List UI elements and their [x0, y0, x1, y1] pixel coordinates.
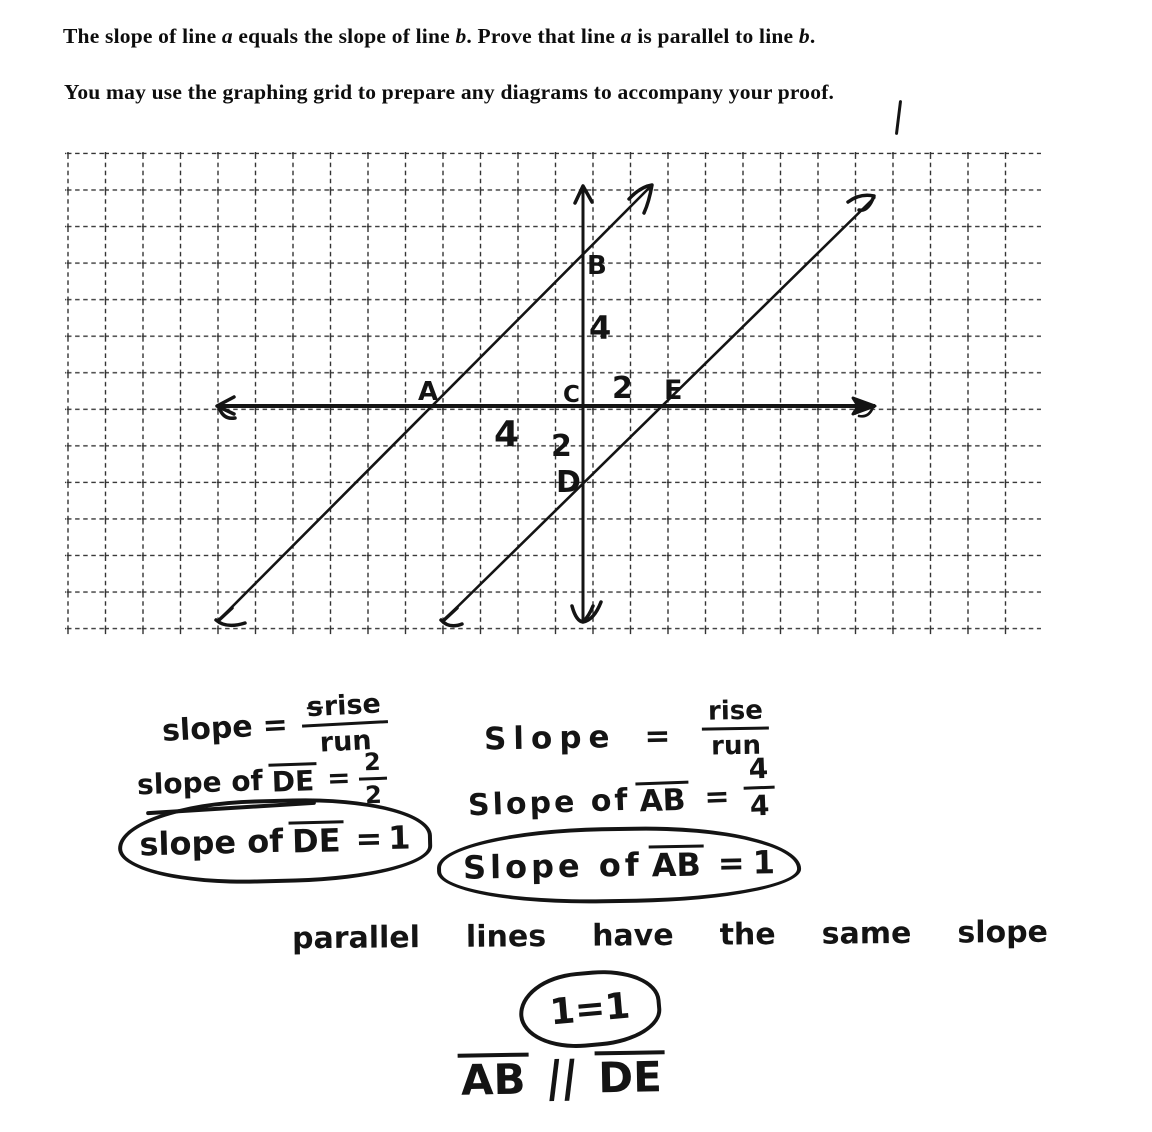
stray-pen-mark — [895, 100, 902, 135]
segment-de-overline: DE — [595, 1050, 665, 1100]
rise-over-run-fraction — [702, 695, 770, 762]
statement-word: lines — [465, 919, 547, 955]
segment-ab-overline: AB — [458, 1053, 529, 1103]
slope-word: Slope — [483, 718, 617, 757]
parallel-symbol: || — [543, 1051, 581, 1102]
instruction-line-1 — [63, 24, 815, 49]
rise-ab-label: 4 — [589, 309, 612, 347]
result-value: 1 — [752, 843, 776, 882]
result-value: 1 — [387, 818, 412, 858]
statement-word: parallel — [291, 920, 421, 957]
denominator-4: 4 — [749, 788, 770, 823]
numerator-rise: rise — [323, 688, 382, 723]
run-ab-label: 4 — [494, 414, 520, 455]
statement-word: have — [591, 917, 674, 954]
segment-ab-overline: AB — [636, 780, 689, 817]
point-e-label: E — [664, 375, 683, 406]
origin-c-label: C — [563, 382, 580, 408]
slope-of-words: Slope of — [467, 782, 632, 824]
instr1-seg: . Prove that line — [466, 23, 621, 48]
slope-of-words: slope of — [136, 763, 264, 802]
four-over-four-fraction — [742, 751, 776, 823]
run-de-label: 2 — [612, 371, 633, 406]
graph-grid — [65, 152, 1041, 636]
one-equals-one: 1=1 — [548, 985, 632, 1033]
point-b-label: B — [587, 251, 607, 281]
equals-sign: = — [326, 760, 352, 795]
rise-de-label: 2 — [551, 429, 572, 464]
equals-sign: = — [261, 707, 289, 744]
denominator-2: 2 — [364, 780, 383, 810]
instruction-line-2: You may use the graphing grid to prepare any diagrams to accompany your proof. — [64, 79, 835, 104]
instr1-seg: is parallel to line — [631, 23, 799, 48]
equals-sign: = — [703, 779, 731, 816]
statement-word: slope — [957, 914, 1049, 951]
line-b-var: b — [455, 23, 467, 48]
segment-de-overline: DE — [268, 762, 318, 797]
line-a-var: a — [620, 23, 632, 48]
point-d-label: D — [556, 465, 581, 500]
point-a-label: A — [418, 377, 439, 407]
slope-formula-right — [483, 695, 769, 770]
instr1-seg: . — [809, 23, 816, 48]
slope-of-de-result — [139, 818, 411, 863]
line-a-var: a — [221, 23, 233, 48]
denominator-run: run — [319, 724, 373, 759]
numerator-2: 2 — [358, 750, 388, 781]
equals-sign: = — [644, 717, 671, 755]
two-over-two-fraction — [358, 747, 389, 810]
conclusion-ab-parallel-de — [452, 1050, 672, 1103]
segment-de-overline: DE — [289, 820, 344, 859]
denominator-run: run — [710, 730, 762, 762]
segment-ab-overline: AB — [648, 845, 704, 884]
equals-sign: = — [717, 843, 745, 883]
slope-word: slope — [161, 709, 254, 749]
equals-sign: = — [354, 819, 383, 858]
instr1-seg: The slope of line — [63, 23, 222, 48]
graph-diagram — [63, 150, 1043, 638]
equality-oval — [516, 965, 664, 1053]
statement-word: same — [821, 915, 912, 952]
slope-of-ab-result — [463, 843, 776, 886]
slope-of-words: slope of — [138, 821, 284, 864]
statement-word: the — [719, 917, 776, 953]
numerator-rise: rise — [702, 698, 769, 731]
parallel-lines-statement — [292, 915, 1048, 957]
slope-of-words: Slope of — [462, 845, 644, 887]
instr1-seg: equals the slope of line — [232, 23, 456, 48]
line-b-var: b — [798, 23, 810, 48]
numerator-4: 4 — [742, 755, 775, 790]
struck-letter: s — [306, 691, 324, 724]
